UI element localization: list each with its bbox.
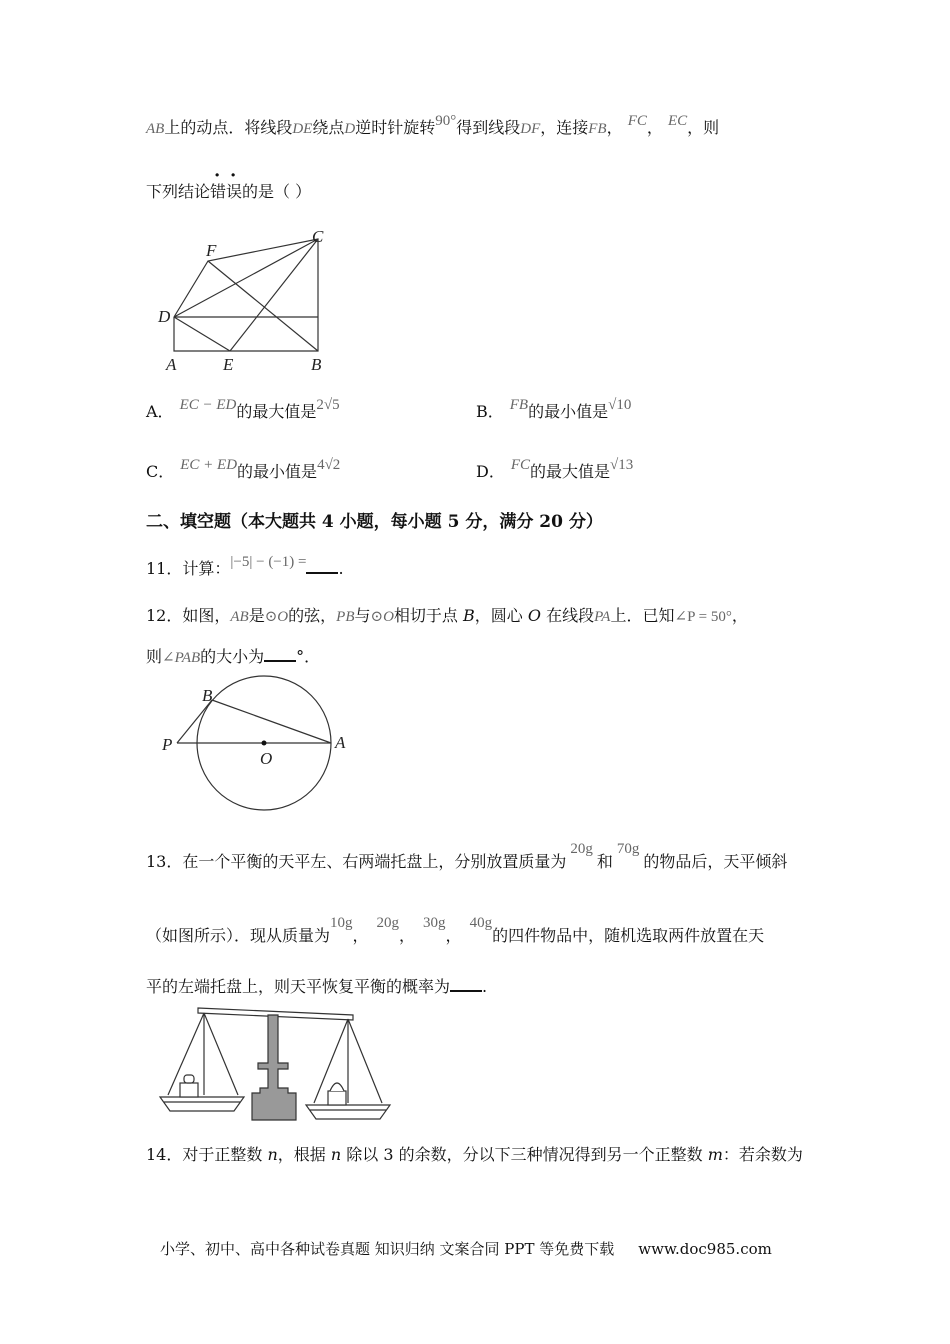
- label-c: C: [312, 227, 324, 246]
- right-pan: [306, 1105, 390, 1119]
- emphasis-char: 错: [210, 182, 227, 201]
- q13-line3: 平的左端托盘上，则天平恢复平衡的概率为 .: [146, 977, 488, 996]
- label-d: D: [158, 307, 171, 326]
- line-pb: [177, 700, 212, 743]
- footer-site[interactable]: www.doc985.com: [638, 1240, 772, 1258]
- q14-line1: 14．对于正整数 n，根据 n 除以 3 的余数，分以下三种情况得到另一个正整数 m：若余数为: [146, 1145, 803, 1164]
- line-dc: [174, 239, 318, 317]
- q10-line1: AB上的动点．将线段DE绕点D逆时针旋转90°得到线段DF，连接FB， FC， EC，则: [146, 113, 720, 137]
- line-de: [174, 317, 230, 351]
- footer: [160, 1238, 772, 1259]
- label-a: A: [166, 355, 177, 374]
- post: [252, 1015, 296, 1120]
- math-ab: AB: [146, 121, 165, 137]
- line-fb: [208, 261, 318, 351]
- label-p: P: [162, 735, 173, 754]
- option-c[interactable]: C． EC + ED的最小值是4√2: [146, 457, 341, 481]
- answer-blank[interactable]: [306, 558, 338, 574]
- option-b[interactable]: B． FB的最小值是√10: [476, 397, 632, 421]
- section-heading: 二、填空题（本大题共 4 小题，每小题 5 分，满分 20 分）: [146, 512, 603, 532]
- label-b: B: [311, 355, 322, 374]
- q12-line2: 则∠PAB的大小为 °．: [146, 647, 321, 666]
- q10-line2: 下列结论错误的是（ ）: [146, 182, 312, 201]
- q10-figure: [150, 225, 350, 375]
- q12-line1: 12．如图，AB是⊙O的弦，PB与⊙O相切于点 B，圆心 O 在线段PA上．已知∠P = 50°，: [146, 606, 748, 625]
- option-d[interactable]: D． FC的最大值是√13: [476, 457, 634, 481]
- label-a: A: [335, 733, 346, 752]
- label-f: F: [206, 241, 217, 260]
- left-weight: [180, 1083, 198, 1097]
- option-a[interactable]: A． EC − ED的最大值是2√5: [146, 397, 340, 421]
- outline: [174, 239, 318, 351]
- right-string: [348, 1019, 382, 1103]
- q13-line1: 13．在一个平衡的天平左、右两端托盘上，分别放置质量为20g和70g的物品后，天平倾斜: [146, 841, 788, 871]
- label-o: O: [260, 749, 273, 768]
- q11: 11．计算：|−5| − (−1) = .: [146, 554, 344, 578]
- left-pan: [160, 1097, 244, 1111]
- line-ec: [230, 239, 318, 351]
- q13-balance-figure: [158, 1003, 358, 1123]
- label-e: E: [223, 355, 234, 374]
- answer-blank[interactable]: [264, 646, 296, 662]
- left-string: [204, 1013, 238, 1095]
- emphasis-char: 误: [226, 182, 243, 201]
- line-ba: [212, 700, 331, 743]
- q12-figure: [160, 680, 380, 820]
- q13-line2: （如图所示）．现从质量为10g，20g，30g，40g的四件物品中，随机选取两件放置在天: [146, 915, 765, 945]
- center-point: [262, 741, 267, 746]
- right-weight-knob: [330, 1083, 344, 1091]
- footer-text: 小学、初中、高中各种试卷真题 知识归纳 文案合同 PPT 等免费下载: [160, 1240, 615, 1258]
- right-weight: [328, 1091, 346, 1105]
- left-weight-knob: [184, 1075, 194, 1083]
- label-b: B: [202, 686, 213, 705]
- answer-blank[interactable]: [450, 976, 482, 992]
